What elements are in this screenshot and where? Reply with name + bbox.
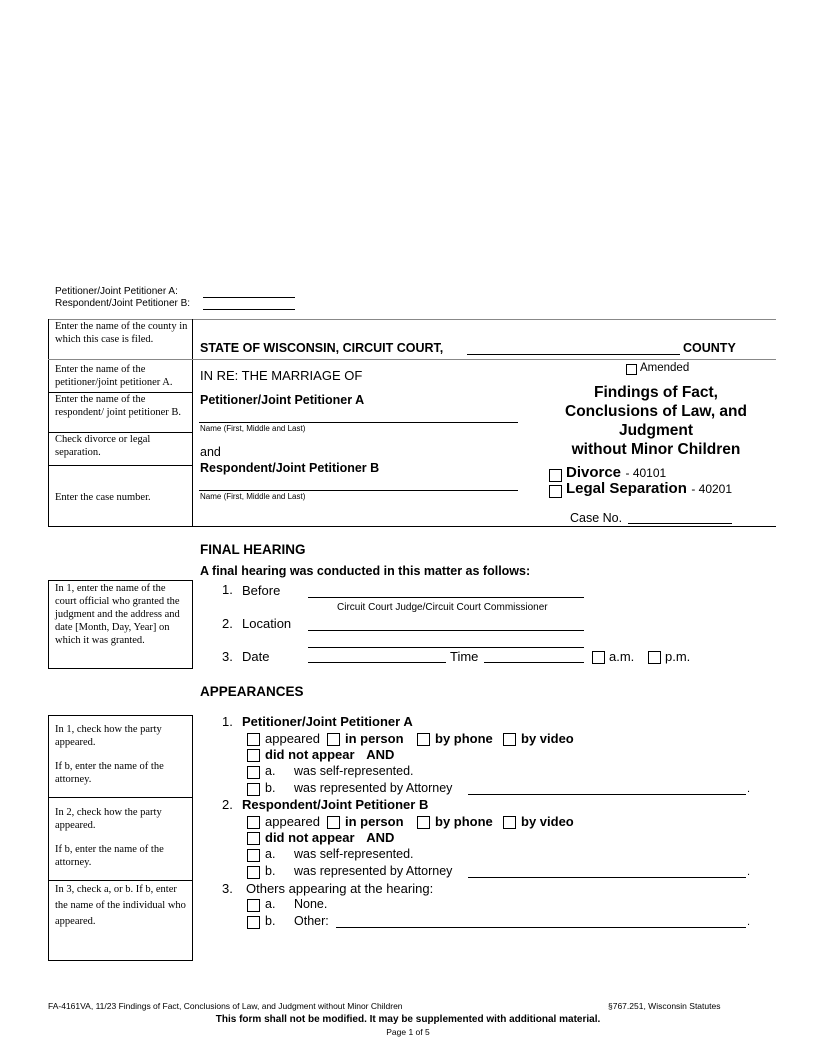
amended-checkbox[interactable] xyxy=(626,364,637,375)
divorce-code: - 40101 xyxy=(625,466,667,480)
instruction-case-number: Enter the case number. xyxy=(55,492,151,503)
instruction-app1-a: In 1, check how the party appeared. xyxy=(55,724,162,748)
amended-label: Amended xyxy=(640,362,690,374)
petitioner-name-hint: Name (First, Middle and Last) xyxy=(200,424,306,433)
others-other-label: Other: xyxy=(294,914,329,928)
in-re-heading: IN RE: THE MARRIAGE OF xyxy=(200,368,363,383)
final-hearing-intro: A final hearing was conducted in this matter as follows: xyxy=(200,564,531,578)
party2-self-rep-checkbox[interactable] xyxy=(247,849,260,862)
party1-in-person-checkbox[interactable] xyxy=(327,733,340,746)
others-b-label: b. xyxy=(265,914,276,928)
party2-number: 2. xyxy=(222,797,233,812)
instruction-final-hearing: In 1, enter the name of the court official who granted the judgment and the address and date [Month, Day, Year] on which it was granted. xyxy=(55,583,180,646)
petitioner-caption-label: Petitioner/Joint Petitioner A: xyxy=(55,286,178,297)
party2-did-not-label: did not appear xyxy=(265,830,355,845)
date-label: Date xyxy=(242,649,270,664)
party2-by-phone-label: by phone xyxy=(435,814,493,829)
am-label: a.m. xyxy=(609,649,635,664)
party2-in-person-label: in person xyxy=(345,814,404,829)
instruction-app3: In 3, check a, or b. If b, enter the name of the individual who appeared. xyxy=(55,884,186,927)
legal-separation-label: Legal Separation xyxy=(566,480,687,497)
date-field[interactable] xyxy=(308,662,446,663)
party2-attorney-period: . xyxy=(747,866,751,878)
party1-did-not-appear-checkbox[interactable] xyxy=(247,749,260,762)
footer-form-id: FA-4161VA, 11/23 Findings of Fact, Conclusions of Law, and Judgment without Minor Children xyxy=(48,1001,403,1011)
party1-appeared-checkbox[interactable] xyxy=(247,733,260,746)
others-label: Others appearing at the hearing: xyxy=(246,881,434,896)
legal-separation-option xyxy=(566,480,732,498)
party2-in-person-checkbox[interactable] xyxy=(327,816,340,829)
party2-b-label: b. xyxy=(265,864,276,878)
party2-did-not-appear xyxy=(265,830,394,845)
time-label: Time xyxy=(450,649,479,664)
before-field[interactable] xyxy=(308,597,584,598)
footer-statute: §767.251, Wisconsin Statutes xyxy=(608,1001,721,1011)
form-title-line-2: Conclusions of Law, and xyxy=(565,403,747,420)
party1-number: 1. xyxy=(222,714,233,729)
legal-separation-checkbox[interactable] xyxy=(549,485,562,498)
case-no-field[interactable] xyxy=(628,523,732,524)
form-title-line-3: Judgment xyxy=(618,422,694,439)
court-heading: STATE OF WISCONSIN, CIRCUIT COURT, xyxy=(200,341,444,355)
others-none-label: None. xyxy=(294,897,328,911)
footer-notice: This form shall not be modified. It may be supplemented with additional material. xyxy=(215,1014,601,1025)
instruction-petitioner: Enter the name of the petitioner/joint petitioner A. xyxy=(55,364,173,388)
form-title-line-1: Findings of Fact, xyxy=(594,384,718,401)
before-label: Before xyxy=(242,583,281,598)
party2-self-rep-label: was self-represented. xyxy=(294,847,414,861)
respondent-name-hint: Name (First, Middle and Last) xyxy=(200,492,306,501)
party1-attorney-period: . xyxy=(747,783,751,795)
final-hearing-heading: FINAL HEARING xyxy=(200,542,306,557)
party2-and-label: AND xyxy=(366,830,395,845)
party1-attorney-checkbox[interactable] xyxy=(247,783,260,796)
time-field[interactable] xyxy=(484,662,584,663)
party1-in-person-label: in person xyxy=(345,731,404,746)
and-label: and xyxy=(200,445,221,459)
party1-appeared-label: appeared xyxy=(265,731,320,746)
location-field-1[interactable] xyxy=(308,630,584,631)
header-bottom-rule xyxy=(48,526,776,527)
party2-attorney-label: was represented by Attorney xyxy=(294,864,453,878)
party2-label: Respondent/Joint Petitioner B xyxy=(242,797,429,812)
am-checkbox[interactable] xyxy=(592,651,605,664)
date-number: 3. xyxy=(222,649,233,664)
respondent-caption-field[interactable] xyxy=(203,309,295,310)
legal-separation-code: - 40201 xyxy=(691,482,733,496)
petitioner-caption-field[interactable] xyxy=(203,297,295,298)
others-none-checkbox[interactable] xyxy=(247,899,260,912)
party1-did-not-appear xyxy=(265,747,394,762)
respondent-caption-label: Respondent/Joint Petitioner B: xyxy=(55,298,191,309)
party1-self-rep-label: was self-represented. xyxy=(294,764,414,778)
county-row-rule xyxy=(48,359,776,360)
party2-appeared-label: appeared xyxy=(265,814,320,829)
party1-label: Petitioner/Joint Petitioner A xyxy=(242,714,413,729)
instruction-app2-a: In 2, check how the party appeared. xyxy=(55,807,162,831)
party2-by-video-checkbox[interactable] xyxy=(503,816,516,829)
location-label: Location xyxy=(242,616,292,631)
county-field[interactable] xyxy=(467,354,680,355)
party1-by-phone-checkbox[interactable] xyxy=(417,733,430,746)
appearances-rule-2 xyxy=(48,880,193,881)
case-no-label: Case No. xyxy=(570,511,623,525)
location-number: 2. xyxy=(222,616,233,631)
others-other-checkbox[interactable] xyxy=(247,916,260,929)
header-left-border xyxy=(48,319,49,526)
petitioner-name-field[interactable] xyxy=(199,422,518,423)
party1-by-video-label: by video xyxy=(521,731,574,746)
party1-attorney-label: was represented by Attorney xyxy=(294,781,453,795)
header-column-divider xyxy=(192,319,193,526)
party2-appeared-checkbox[interactable] xyxy=(247,816,260,829)
others-other-period: . xyxy=(747,916,751,928)
party1-self-rep-checkbox[interactable] xyxy=(247,766,260,779)
appearances-heading: APPEARANCES xyxy=(200,684,304,699)
party2-a-label: a. xyxy=(265,847,276,861)
party1-attorney-field[interactable] xyxy=(468,794,746,795)
instruction-app2-b: If b, enter the name of the attorney. xyxy=(55,844,164,868)
party1-by-phone-label: by phone xyxy=(435,731,493,746)
others-number: 3. xyxy=(222,881,233,896)
divorce-checkbox[interactable] xyxy=(549,469,562,482)
party1-a-label: a. xyxy=(265,764,276,778)
pm-label: p.m. xyxy=(665,649,691,664)
petitioner-a-label: Petitioner/Joint Petitioner A xyxy=(200,393,365,407)
others-a-label: a. xyxy=(265,897,276,911)
party1-by-video-checkbox[interactable] xyxy=(503,733,516,746)
before-number: 1. xyxy=(222,582,233,597)
inst-rule-3 xyxy=(48,465,192,466)
form-title xyxy=(546,383,766,459)
county-label: COUNTY xyxy=(683,341,736,355)
footer-page: Page 1 of 5 xyxy=(386,1027,430,1037)
party1-and-label: AND xyxy=(366,747,395,762)
party1-b-label: b. xyxy=(265,781,276,795)
others-other-field[interactable] xyxy=(336,927,746,928)
before-hint: Circuit Court Judge/Circuit Court Commissioner xyxy=(337,602,548,613)
instruction-divorce-separation: Check divorce or legal separation. xyxy=(55,434,151,458)
instruction-app1-b: If b, enter the name of the attorney. xyxy=(55,761,164,785)
party2-did-not-appear-checkbox[interactable] xyxy=(247,832,260,845)
location-field-2[interactable] xyxy=(308,647,584,648)
party2-attorney-field[interactable] xyxy=(468,877,746,878)
respondent-name-field[interactable] xyxy=(199,490,518,491)
party2-by-phone-checkbox[interactable] xyxy=(417,816,430,829)
respondent-b-label: Respondent/Joint Petitioner B xyxy=(200,461,380,475)
pm-checkbox[interactable] xyxy=(648,651,661,664)
form-title-line-4: without Minor Children xyxy=(571,441,741,458)
instruction-respondent: Enter the name of the respondent/ joint petitioner B. xyxy=(55,394,181,418)
party1-did-not-label: did not appear xyxy=(265,747,355,762)
instruction-county: Enter the name of the county in which this case is filed. xyxy=(55,321,188,345)
appearances-rule-1 xyxy=(48,797,193,798)
party2-attorney-checkbox[interactable] xyxy=(247,866,260,879)
party2-by-video-label: by video xyxy=(521,814,574,829)
divorce-label: Divorce xyxy=(566,464,622,481)
